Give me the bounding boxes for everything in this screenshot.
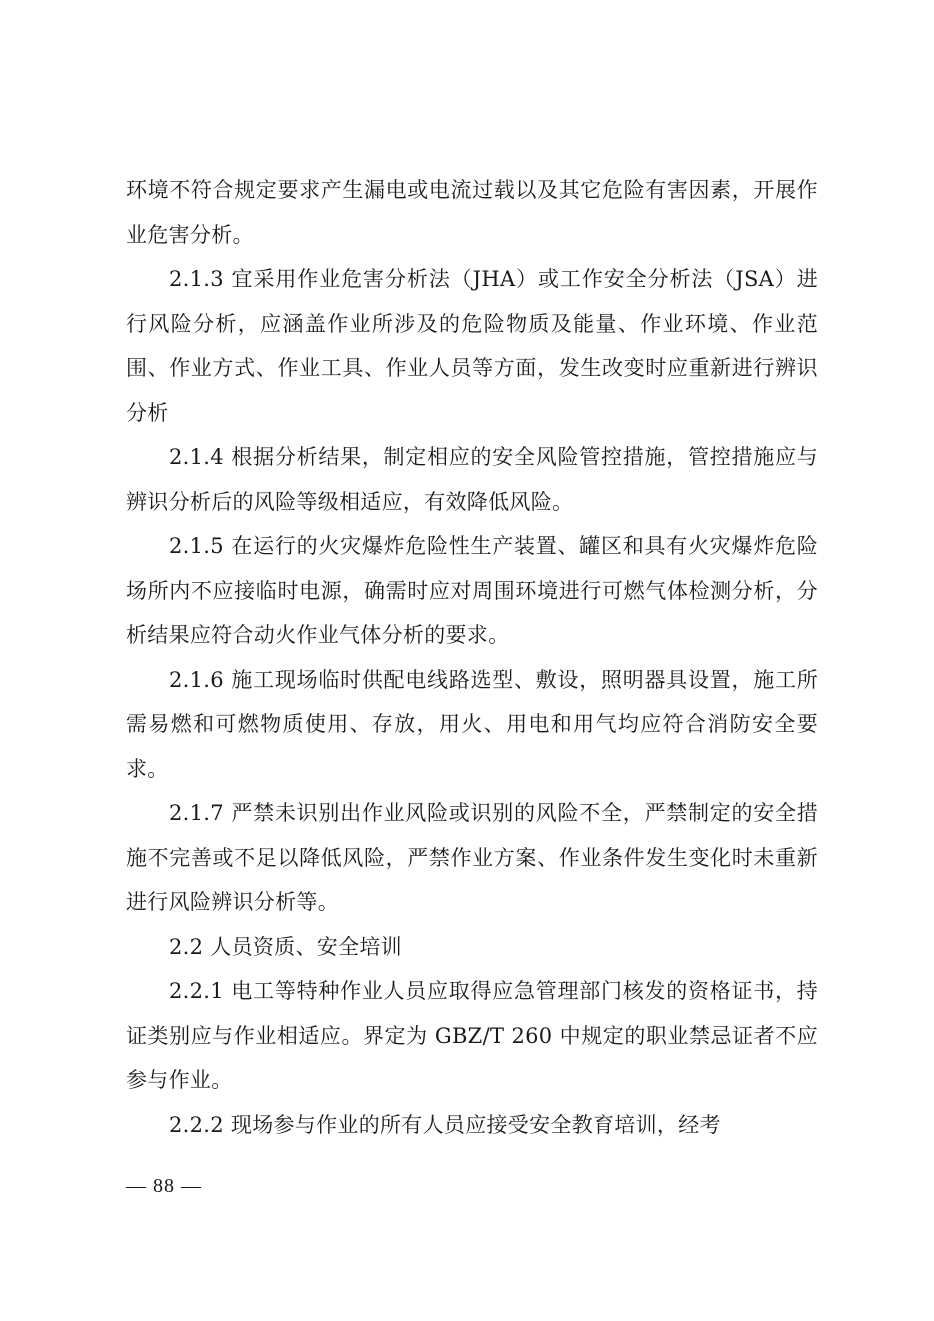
document-body (126, 168, 818, 1147)
paragraph-2-1-7: 2.1.7 严禁未识别出作业风险或识别的风险不全，严禁制定的安全措施不完善或不足以降低风险，严禁作业方案、作业条件发生变化时未重新进行风险辨识分析等。 (126, 801, 818, 914)
paragraph-2-2-1: 2.2.1 电工等特种作业人员应取得应急管理部门核发的资格证书，持证类别应与作业相适应。界定为 GBZ/T 260 中规定的职业禁忌证者不应参与作业。 (126, 979, 818, 1092)
section-heading-2-2: 2.2 人员资质、安全培训 (169, 934, 402, 959)
paragraph-continuation: 环境不符合规定要求产生漏电或电流过载以及其它危险有害因素，开展作业危害分析。 (126, 178, 818, 247)
paragraph-2-1-6: 2.1.6 施工现场临时供配电线路选型、敷设，照明器具设置，施工所需易燃和可燃物质使用、存放，用火、用电和用气均应符合消防安全要求。 (126, 667, 818, 781)
paragraph-2-1-4: 2.1.4 根据分析结果，制定相应的安全风险管控措施，管控措施应与辨识分析后的风险等级相适应，有效降低风险。 (126, 445, 818, 514)
paragraph-2-1-3: 2.1.3 宜采用作业危害分析法（JHA）或工作安全分析法（JSA）进行风险分析，应涵盖作业所涉及的危险物质及能量、作业环境、作业范围、作业方式、作业工具、作业人员等方面，发生改变时应重新进行辨识分析 (126, 267, 818, 425)
page-number: — 88 — (126, 1175, 202, 1197)
paragraph-2-2-2: 2.2.2 现场参与作业的所有人员应接受安全教育培训，经考 (169, 1112, 721, 1137)
paragraph-2-1-5: 2.1.5 在运行的火灾爆炸危险性生产装置、罐区和具有火灾爆炸危险场所内不应接临时电源，确需时应对周围环境进行可燃气体检测分析，分析结果应符合动火作业气体分析的要求。 (126, 534, 818, 647)
